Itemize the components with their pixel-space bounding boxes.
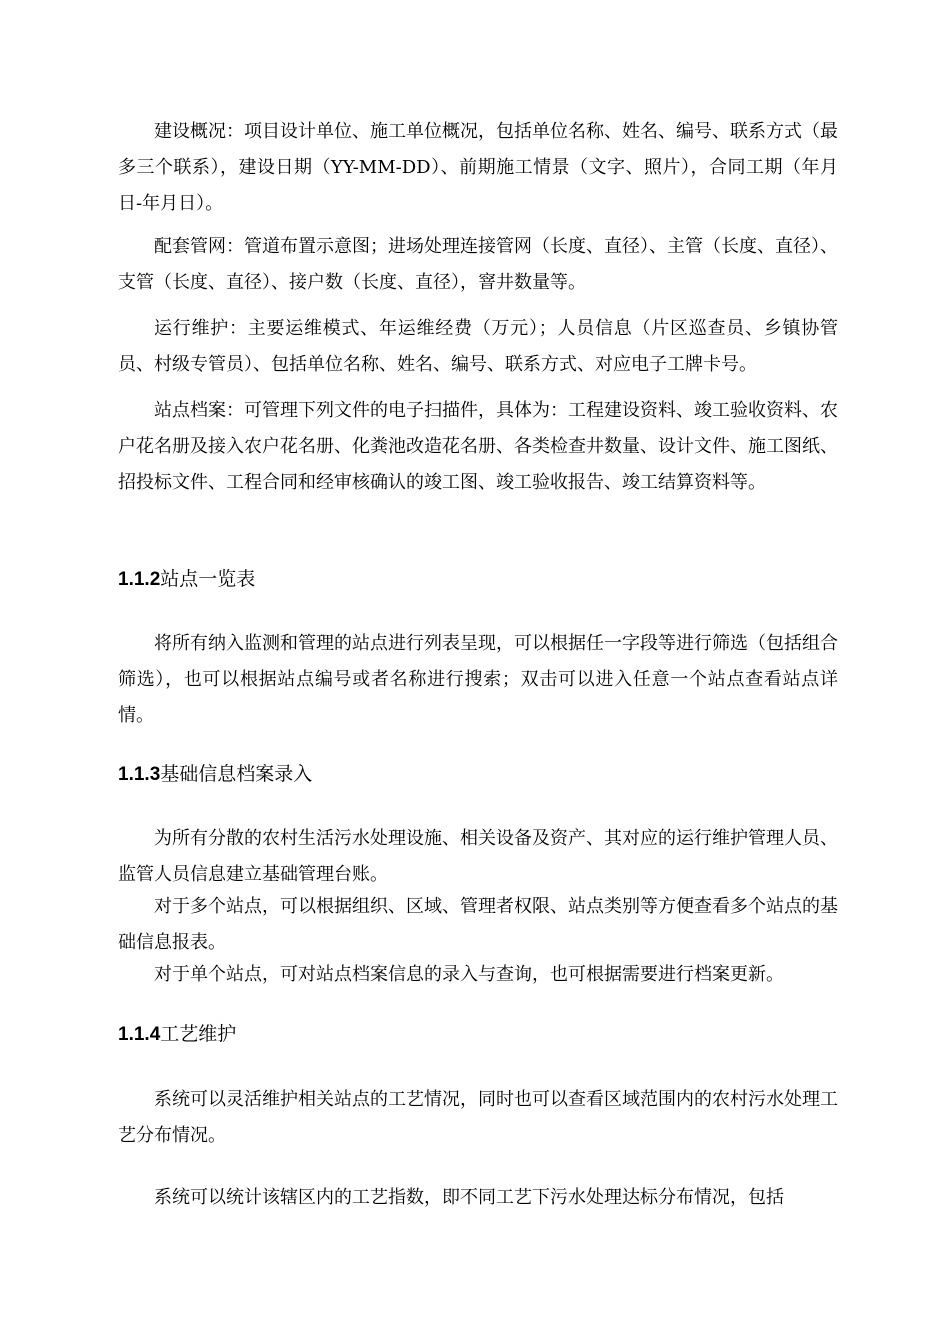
paragraph-operation-maintenance: 运行维护：主要运维模式、年运维经费（万元）；人员信息（片区巡查员、乡镇协管员、村级专管员）、包括单位名称、姓名、编号、联系方式、对应电子工牌卡号。 [118, 318, 838, 375]
paragraph-site-archive: 站点档案：可管理下列文件的电子扫描件，具体为：工程建设资料、竣工验收资料、农户花名册及接入农户花名册、化粪池改造花名册、各类检查井数量、设计文件、施工图纸、招投标文件、工程合同和经审核确认的竣工图、竣工验收报告、竣工结算资料等。 [118, 400, 838, 493]
paragraph-basic-ledger: 为所有分散的农村生活污水处理设施、相关设备及资产、其对应的运行维护管理人员、监管人员信息建立基础管理台账。 [118, 828, 838, 885]
heading-1-1-3 [118, 762, 312, 787]
paragraph-site-list: 将所有纳入监测和管理的站点进行列表呈现，可以根据任一字段等进行筛选（包括组合筛选），也可以根据站点编号或者名称进行搜索；双击可以进入任意一个站点查看站点详情。 [118, 633, 838, 726]
paragraph-single-site: 对于单个站点，可对站点档案信息的录入与查询，也可根据需要进行档案更新。 [154, 964, 784, 985]
heading-title: 站点一览表 [160, 568, 256, 590]
heading-1-1-4 [118, 1022, 236, 1047]
paragraph-pipe-network: 配套管网：管道布置示意图；进场处理连接管网（长度、直径）、主管（长度、直径）、支管（长度、直径）、接户数（长度、直径），窨井数量等。 [118, 236, 838, 293]
paragraph-construction-overview: 建设概况：项目设计单位、施工单位概况，包括单位名称、姓名、编号、联系方式（最多三个联系），建设日期（YY-MM-DD）、前期施工情景（文字、照片），合同工期（年月日-年月日）。 [118, 121, 838, 214]
heading-number: 1.1.3 [118, 764, 161, 785]
heading-number: 1.1.2 [118, 569, 161, 590]
paragraph-process-maintenance: 系统可以灵活维护相关站点的工艺情况，同时也可以查看区域范围内的农村污水处理工艺分布情况。 [118, 1089, 838, 1146]
paragraph-multi-site: 对于多个站点，可以根据组织、区域、管理者权限、站点类别等方便查看多个站点的基础信息报表。 [118, 896, 838, 953]
paragraph-process-index: 系统可以统计该辖区内的工艺指数，即不同工艺下污水处理达标分布情况，包括 [154, 1187, 784, 1208]
heading-title: 基础信息档案录入 [160, 763, 313, 785]
heading-1-1-2 [118, 567, 255, 592]
heading-title: 工艺维护 [160, 1023, 237, 1045]
heading-number: 1.1.4 [118, 1024, 161, 1045]
